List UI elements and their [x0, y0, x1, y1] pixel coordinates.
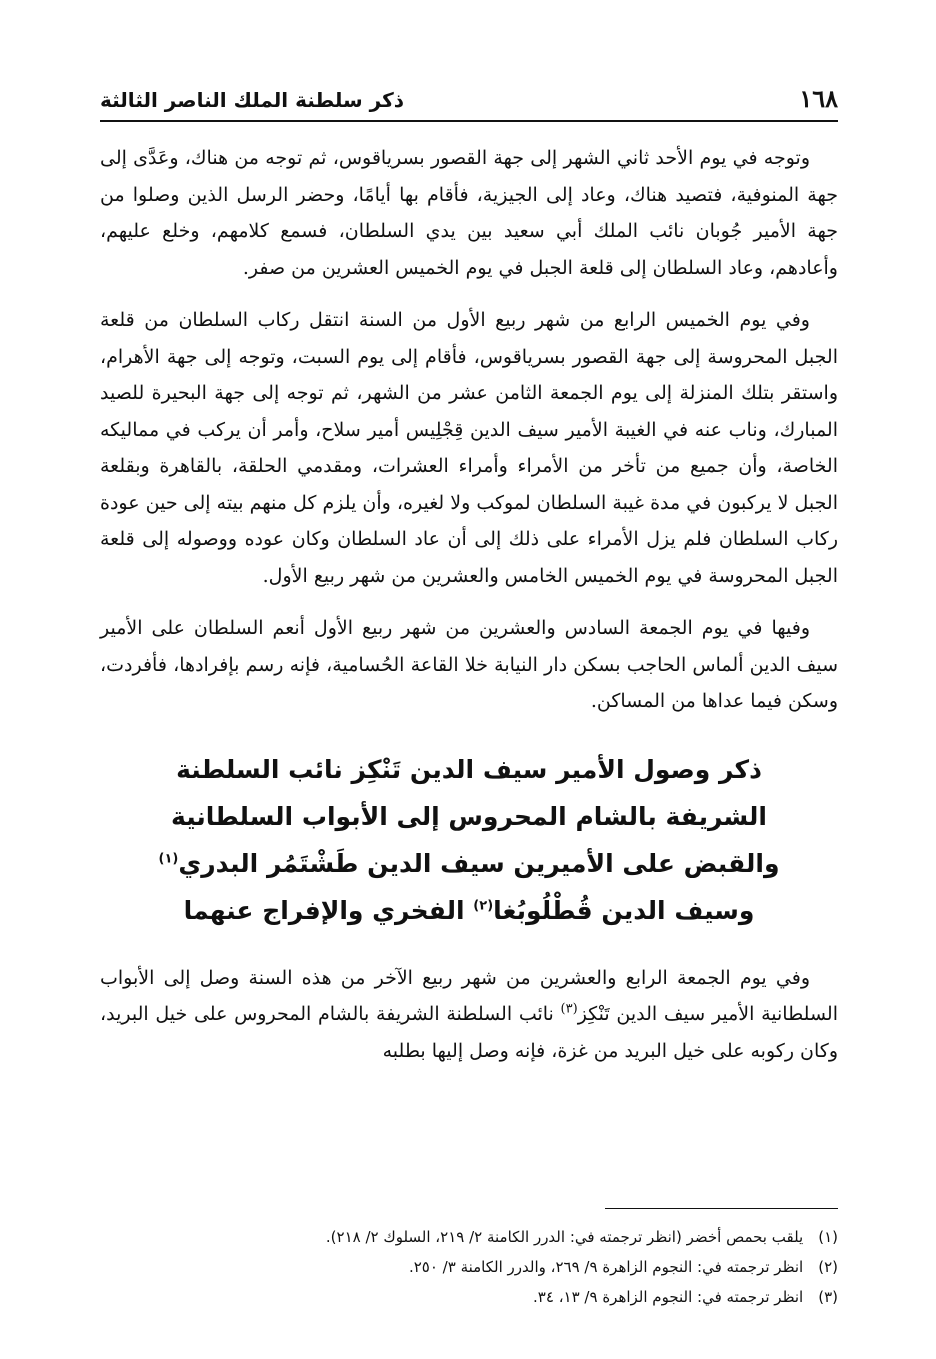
footnote-text: يلقب بحمص أخضر (انظر ترجمته في: الدرر الكامنة ٢/ ٢١٩، السلوك ٢/ ٢١٨). [325, 1228, 804, 1246]
footnote-ref-1[interactable]: (١) [158, 851, 179, 867]
footnote-rule [605, 1208, 838, 1209]
paragraph [100, 960, 838, 1070]
section-title-line [100, 840, 838, 887]
section-title-line [100, 887, 838, 934]
footnotes [100, 1222, 838, 1312]
page-header [100, 82, 838, 116]
paragraph: وتوجه في يوم الأحد ثاني الشهر إلى جهة القصور بسرياقوس، ثم توجه من هناك، وعَدَّى إلى جهة المنوفية، فتصيد هناك، وعاد إلى الجيزية، فأقام بها أيامًا، وحضر الرسل الذين وصلوا من جهة الأمير جُوبان نائب الملك أبي سعيد بين يدي السلطان، فسمع كلامهم، وخلع عليهم، وأعادهم، وعاد السلطان إلى قلعة الجبل في يوم الخميس العشرين من صفر. [100, 147, 838, 279]
footnote-text: انظر ترجمته في: النجوم الزاهرة ٩/ ١٣، ٣٤. [533, 1288, 804, 1306]
section-title-text: والقبض على الأميرين سيف الدين طَشْتَمُر البدري [178, 848, 780, 878]
footnote-number: (٢) [818, 1258, 838, 1276]
paragraph-text: نائب السلطنة الشريفة بالشام المحروس على خيل البريد، وكان ركوبه على خيل البريد من غزة، فإنه وصل إليها بطلبه [100, 1003, 838, 1062]
paragraph: وفي يوم الخميس الرابع من شهر ربيع الأول من السنة انتقل ركاب السلطان من قلعة الجبل المحروسة إلى جهة القصور بسرياقوس، فأقام إلى يوم السبت، وتوجه إلى جهة الأهرام، واستقر بتلك المنزلة إلى يوم الجمعة الثامن عشر من الشهر، ثم توجه إلى جهة البحيرة للصيد المبارك، وناب عنه في الغيبة الأمير سيف الدين قِجْلِيس أمير سلاح، وأمر أن يركب في مماليكه الخاصة، وأن جميع من تأخر من الأمراء وأمراء العشرات، ومقدمي الحلقة، بالقاهرة وبقلعة الجبل لا يركبون في مدة غيبة السلطان لموكب ولا لغيره، وأن يلزم كل منهم بيته إلى حين عودة ركاب السلطان فلم يزل الأمراء على ذلك إلى أن عاد السلطان وكان عوده ووصوله إلى قلعة الجبل المحروسة في يوم الخميس الخامس والعشرين من شهر ربيع الأول. [100, 309, 838, 587]
footnote-ref-3[interactable]: (٣) [560, 1001, 578, 1017]
section-title-text: الفخري والإفراج عنهما [183, 895, 465, 925]
section-title-line: ذكر وصول الأمير سيف الدين تَنْكِز نائب السلطنة [176, 754, 762, 784]
paragraph-text: وفي يوم الجمعة الرابع والعشرين من شهر ربيع الآخر من هذه السنة وصل إلى الأبواب السلطانية الأمير سيف الدين تَنْكِز [100, 966, 838, 1025]
footnote-number: (١) [818, 1228, 838, 1246]
footnote-ref-2[interactable]: (٢) [473, 898, 494, 914]
section-title-line: الشريفة بالشام المحروس إلى الأبواب السلطانية [171, 801, 767, 831]
footnote-text: انظر ترجمته في: النجوم الزاهرة ٩/ ٢٦٩، والدرر الكامنة ٣/ ٢٥٠. [408, 1258, 804, 1276]
footnote-item [100, 1282, 838, 1312]
running-title: ذكر سلطنة الملك الناصر الثالثة [100, 88, 405, 112]
footnote-item [100, 1222, 838, 1252]
page-number: ١٦٨ [799, 84, 838, 113]
footnote-number: (٣) [818, 1288, 838, 1306]
paragraph: وفيها في يوم الجمعة السادس والعشرين من شهر ربيع الأول أنعم السلطان على الأمير سيف الدين ألماس الحاجب بسكن دار النيابة خلا القاعة الحُسامية، فإنه رسم بإفرادها، فأفردت، وسكن فيما عداها من المساكن. [100, 617, 838, 712]
header-rule [100, 120, 838, 122]
section-title [100, 746, 838, 934]
footnote-item [100, 1252, 838, 1282]
main-text [100, 140, 838, 1085]
section-title-text: وسيف الدين قُطْلُوبُغا [493, 895, 755, 925]
